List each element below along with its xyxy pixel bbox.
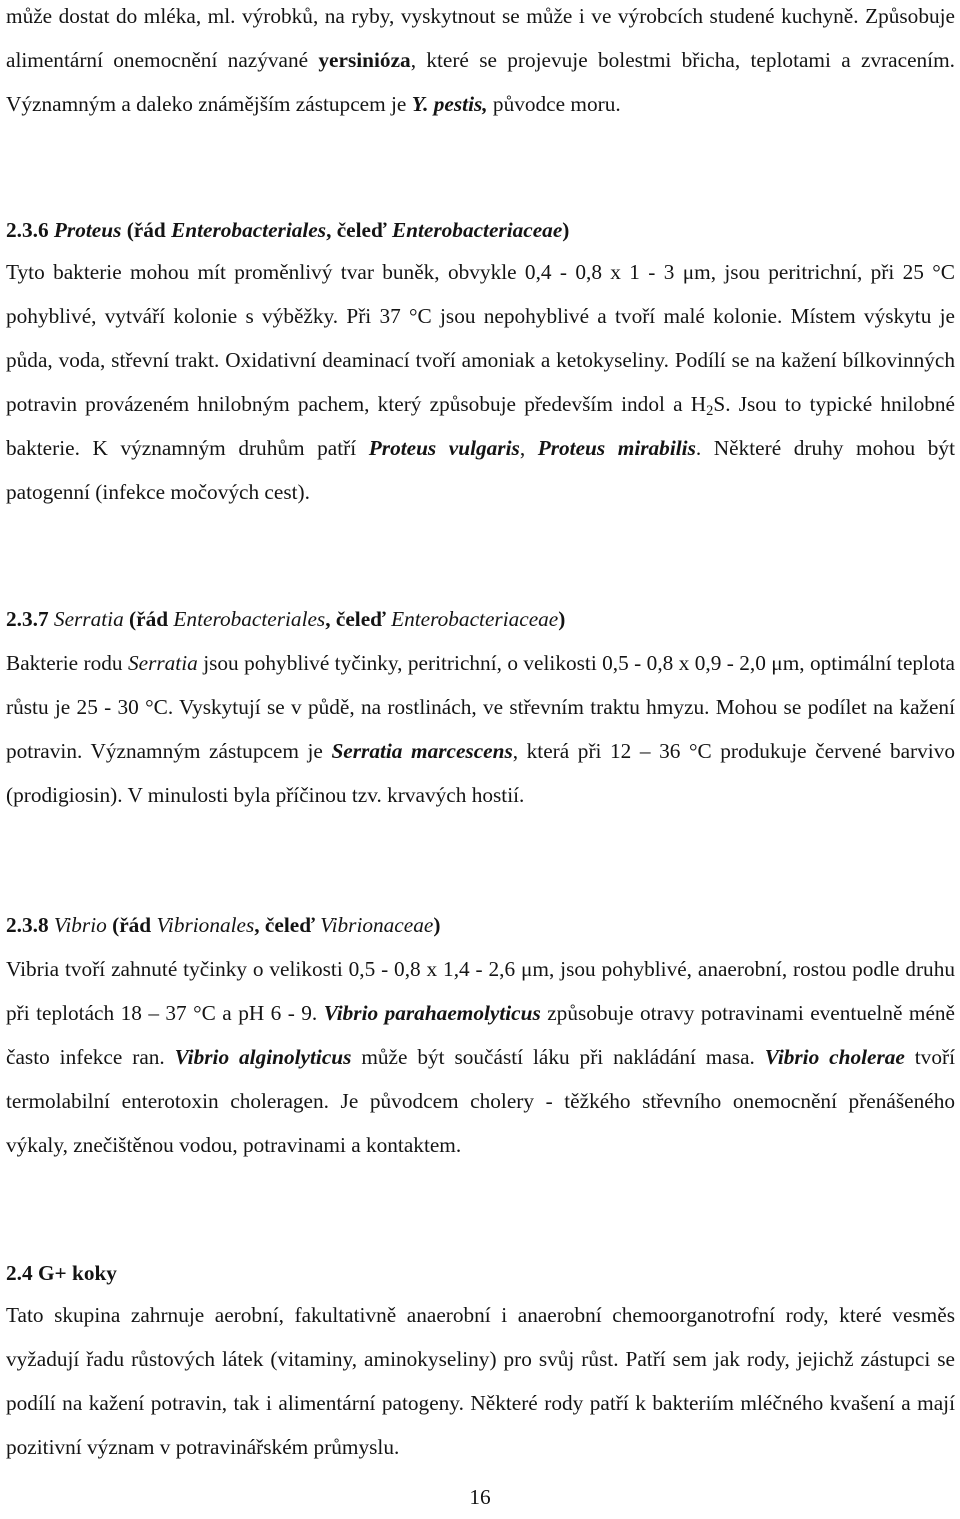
intro-text: může dostat do mléka, ml. výrobků, na ryby, vyskytnout se může i ve výrobcích studené kuchyně. Způsobuje alimentární onemocnění nazývané xyxy=(6,4,955,72)
vibrio-parahaemolyticus-term: Vibrio parahaemolyticus xyxy=(323,1001,541,1025)
section-heading-g-plus-cocci: 2.4 G+ koky xyxy=(6,1261,117,1285)
intro-text: původce moru. xyxy=(487,92,621,116)
serratia-paragraph: Bakterie rodu Serratia jsou pohyblivé tyčinky, peritrichní, o velikosti 0,5 - 0,8 x 0,9 - 2,0 μm, optimální teplota růstu je 25 - 30 °C. Vyskytují se v půdě, na rostlinách, ve střevním traktu hmyzu. Mohou se podílet na kažení potravin. Významným zástupcem je Serratia marcescens, která při 12 – 36 °C produkuje červené barvivo (prodigiosin). V minulosti byla příčinou tzv. krvavých hostií. xyxy=(6,651,955,807)
vibrio-alginolyticus-term: Vibrio alginolyticus xyxy=(174,1045,352,1069)
vibrio-paragraph: Vibria tvoří zahnuté tyčinky o velikosti 0,5 - 0,8 x 1,4 - 2,6 μm, jsou pohyblivé, anaerobní, rostou podle druhu při teplotách 18 – 37 °C a pH 6 - 9. Vibrio parahaemolyticus způsobuje otravy potravinami eventuelně méně často infekce ran. Vibrio alginolyticus může být součástí láku při nakládání masa. Vibrio cholerae tvoří termolabilní enterotoxin choleragen. Je původcem cholery - těžkého střevního onemocnění přenášeného výkaly, znečištěnou vodou, potravinami a kontaktem. xyxy=(6,957,955,1157)
yersiniosis-term: yersinióza xyxy=(318,48,411,72)
page-number: 16 xyxy=(469,1485,491,1509)
section-heading-serratia: 2.3.7 Serratia (řád Enterobacteriales, čeleď Enterobacteriaceae) xyxy=(6,607,566,631)
g-plus-cocci-paragraph: Tato skupina zahrnuje aerobní, fakultativně anaerobní i anaerobní chemoorganotrofní rody, které vesměs vyžadují řadu růstových látek (vitaminy, aminokyseliny) pro svůj růst. Patří sem jak rody, jejichž zástupci se podílí na kažení potravin, tak i alimentární patogeny. Některé rody patří k bakteriím mléčného kvašení a mají pozitivní význam v potravinářském průmyslu. xyxy=(6,1303,955,1459)
proteus-vulgaris-term: Proteus vulgaris xyxy=(368,436,520,460)
serratia-marcescens-term: Serratia marcescens xyxy=(331,739,513,763)
section-heading-proteus: 2.3.6 Proteus (řád Enterobacteriales, čeleď Enterobacteriaceae) xyxy=(6,218,570,242)
intro-paragraph xyxy=(6,0,955,126)
proteus-paragraph: Tyto bakterie mohou mít proměnlivý tvar buněk, obvykle 0,4 - 0,8 x 1 - 3 μm, jsou peritrichní, při 25 °C pohyblivé, vytváří kolonie s výběžky. Při 37 °C jsou nepohyblivé a tvoří malé kolonie. Místem výskytu je půda, voda, střevní trakt. Oxidativní deaminací tvoří amoniak a ketokyseliny. Podílí se na kažení bílkovinných potravin provázeném hnilobným pachem, který způsobuje především indol a $H_2S$. Jsou to typické hnilobné bakterie. K významným druhům patří Proteus vulgaris, Proteus mirabilis. Některé druhy mohou být patogenní (infekce močových cest). xyxy=(6,260,955,504)
y-pestis-term: Y. pestis, xyxy=(411,92,488,116)
proteus-mirabilis-term: Proteus mirabilis xyxy=(537,436,696,460)
intro-text: , které se projevuje bolestmi břicha, teplotami a zvracením. Významným a daleko známějším zástupcem je xyxy=(6,48,955,116)
vibrio-cholerae-term: Vibrio cholerae xyxy=(764,1045,905,1069)
section-heading-vibrio: 2.3.8 Vibrio (řád Vibrionales, čeleď Vibrionaceae) xyxy=(6,913,441,937)
